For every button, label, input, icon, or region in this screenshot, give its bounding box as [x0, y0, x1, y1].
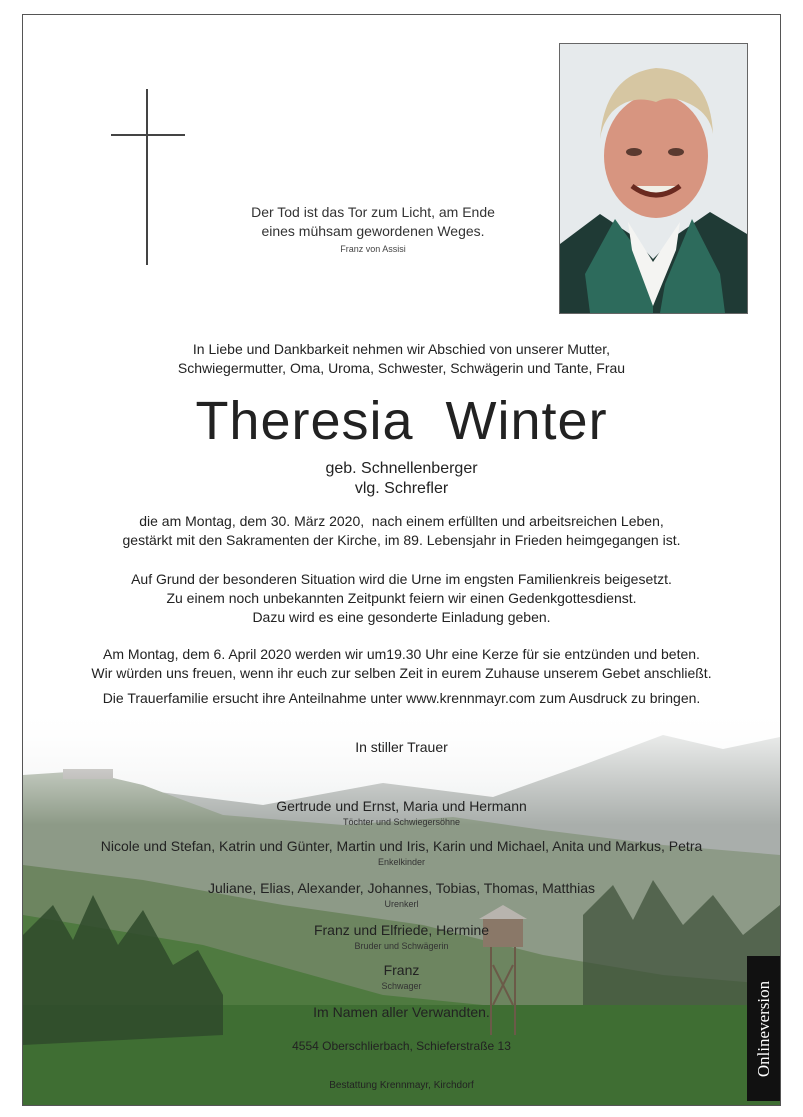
intro-line: Schwiegermutter, Oma, Uroma, Schwester, Schwägerin und Tante, Frau: [177, 360, 626, 376]
family-group: [23, 797, 780, 828]
quote-line: eines mühsam gewordenen Weges.: [261, 223, 485, 239]
candle-notice: [23, 645, 780, 683]
quote-block: [223, 203, 523, 254]
burial-notice-line: Zu einem noch unbekannten Zeitpunkt feiern wir einen Gedenkgottesdienst.: [166, 590, 637, 606]
family-names: Franz und Elfriede, Hermine: [313, 922, 490, 938]
deceased-details: [23, 459, 780, 499]
mourning-text: In stiller Trauer: [355, 739, 448, 755]
cross-symbol: [111, 89, 185, 265]
condolence-block: [23, 689, 780, 708]
birth-name: geb. Schnellenberger: [325, 460, 478, 477]
online-version-tag: [747, 956, 781, 1101]
family-names: Gertrude und Ernst, Maria und Hermann: [276, 798, 527, 814]
vulgo-name: vlg. Schrefler: [354, 480, 449, 497]
quote-line: Der Tod ist das Tor zum Licht, am Ende: [251, 204, 495, 220]
obituary-card: [22, 14, 781, 1106]
family-relation: Töchter und Schwiegersöhne: [342, 817, 461, 827]
family-relation: Enkelkinder: [377, 857, 426, 867]
death-notice: [23, 512, 780, 550]
deceased-name-block: [23, 391, 780, 451]
address-block: [23, 1037, 780, 1056]
family-group: [23, 837, 780, 868]
condolence-text: Die Trauerfamilie ersucht ihre Anteilnahme unter www.krennmayr.com zum Ausdruck zu bringen.: [102, 690, 701, 706]
burial-notice-line: Dazu wird es eine gesonderte Einladung geben.: [252, 609, 551, 625]
address-text: 4554 Oberschlierbach, Schieferstraße 13: [292, 1039, 511, 1053]
family-relation: Schwager: [381, 981, 422, 991]
funeral-home-block: [23, 1076, 780, 1095]
family-relation: Bruder und Schwägerin: [354, 941, 449, 951]
candle-notice-line: Am Montag, dem 6. April 2020 werden wir um19.30 Uhr eine Kerze für sie entzünden und beten.: [103, 646, 700, 662]
death-notice-line: gestärkt mit den Sakramenten der Kirche, im 89. Lebensjahr in Frieden heimgegangen ist.: [122, 532, 681, 548]
intro-line: In Liebe und Dankbarkeit nehmen wir Abschied von unserer Mutter,: [192, 341, 611, 357]
family-group: [23, 961, 780, 992]
burial-notice-line: Auf Grund der besonderen Situation wird die Urne im engsten Familienkreis beigesetzt.: [131, 571, 672, 587]
mourning-block: [23, 738, 780, 757]
family-names: Juliane, Elias, Alexander, Johannes, Tobias, Thomas, Matthias: [207, 880, 596, 896]
family-group: [23, 921, 780, 952]
family-relation: Urenkerl: [384, 899, 419, 909]
portrait-photo: [559, 43, 748, 314]
cross-vertical-bar: [146, 89, 148, 265]
family-group: [23, 879, 780, 910]
intro-text: [23, 340, 780, 378]
quote-author: Franz von Assisi: [340, 244, 406, 254]
family-names: Franz: [383, 962, 420, 978]
relatives-text: Im Namen aller Verwandten.: [313, 1004, 490, 1020]
online-version-label: Onlineversion: [754, 980, 774, 1077]
family-names: Nicole und Stefan, Katrin und Günter, Martin und Iris, Karin und Michael, Anita und Markus, Petra: [100, 838, 703, 854]
deceased-name: Theresia Winter: [195, 391, 608, 451]
relatives-block: [23, 1003, 780, 1022]
cross-horizontal-bar: [111, 134, 185, 136]
funeral-home-text: Bestattung Krennmayr, Kirchdorf: [329, 1080, 474, 1091]
death-notice-line: die am Montag, dem 30. März 2020, nach einem erfüllten und arbeitsreichen Leben,: [139, 513, 664, 529]
candle-notice-line: Wir würden uns freuen, wenn ihr euch zur selben Zeit in eurem Zuhause unserem Gebet anschließt.: [91, 665, 712, 681]
burial-notice: [23, 570, 780, 627]
